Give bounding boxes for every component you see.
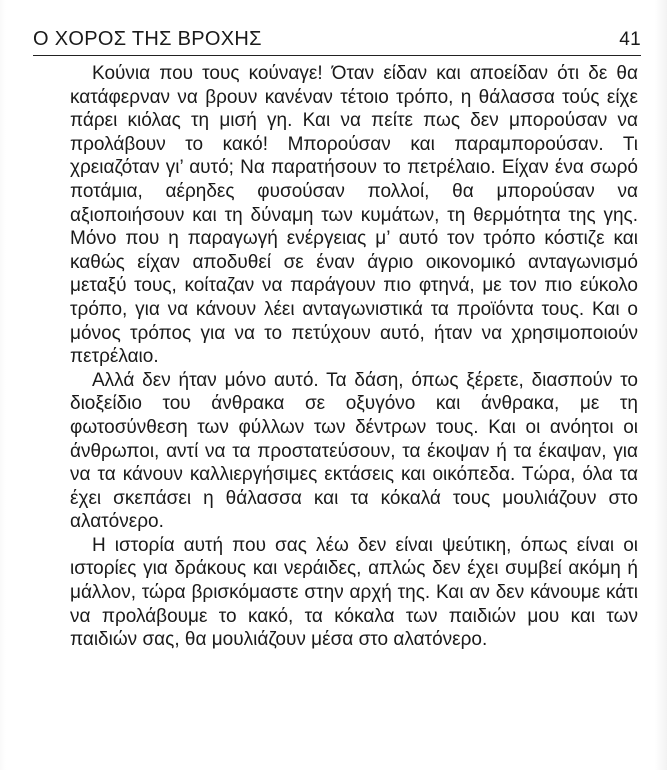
page-number: 41 bbox=[619, 29, 641, 50]
running-header bbox=[33, 25, 641, 56]
body-text bbox=[70, 62, 638, 652]
paragraph-1: Κούνια που τους κούναγε! Όταν είδαν και αποείδαν ότι δε θα κατάφερναν να βρουν κανέναν τέτοιο τρόπο, η θάλασσα τούς είχε πάρει κιόλας τη μισή γη. Και να πείτε πως δεν μπορούσαν να προλάβουν το κακό! Μπορούσαν και παραμπορούσαν. Τι χρειαζόταν γι’ αυτό; Να παρατήσουν το πετρέλαιο. Είχαν ένα σωρό ποτάμια, αέρηδες φυσούσαν πολλοί, θα μπορούσαν να αξιοποιήσουν και τη δύναμη των κυμάτων, τη θερμότητα της γης. Μόνο που η παραγωγή ενέργειας μ’ αυτό τον τρόπο κόστιζε και καθώς είχαν αποδυθεί σε έναν άγριο οικονομικό ανταγωνισμό μεταξύ τους, κοίταζαν να παράγουν πιο φτηνά, με τον πιο εύκολο τρόπο, για να κάνουν λέει ανταγωνιστικά τα προϊόντα τους. Και ο μόνος τρόπος για να το πετύχουν αυτό, ήταν να χρησιμοποιούν πετρέλαιο. bbox=[70, 63, 638, 368]
paragraph-3: Η ιστορία αυτή που σας λέω δεν είναι ψεύτικη, όπως είναι οι ιστορίες για δράκους και νεράιδες, απλώς δεν έχει συμβεί ακόμη ή μάλλον, τώρα βρισκόμαστε στην αρχή της. Και αν δεν κάνουμε κάτι να προλάβουμε το κακό, τα κόκαλα των παιδιών μου και των παιδιών σας, θα μουλιάζουν μέσα στο αλατόνερο. bbox=[70, 534, 638, 651]
paragraph-2: Αλλά δεν ήταν μόνο αυτό. Τα δάση, όπως ξέρετε, διασπούν το διοξείδιο του άνθρακα σε οξυγόνο και άνθρακα, με τη φωτοσύνθεση των φύλλων των δέντρων τους. Και οι ανόητοι οι άνθρωποι, αντί να τα προστατεύσουν, τα έκοψαν ή τα έκαψαν, για να τα κάνουν καλλιεργήσιμες εκτάσεις και οικόπεδα. Τώρα, όλα τα έχει σκεπάσει η θάλασσα και τα κόκαλά τους μουλιάζουν στο αλατόνερο. bbox=[70, 369, 638, 533]
chapter-title: Ο ΧΟΡΟΣ ΤΗΣ ΒΡΟΧΗΣ bbox=[33, 28, 262, 50]
